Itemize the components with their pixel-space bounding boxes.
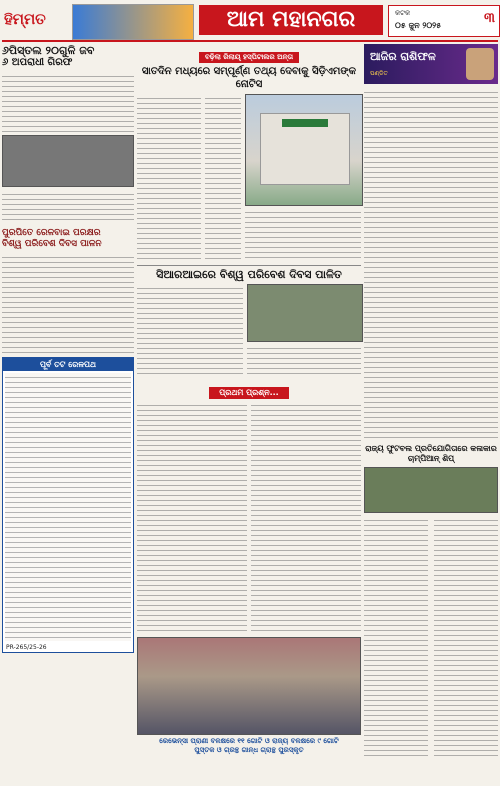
date-box (388, 5, 500, 37)
right-story-body-b (434, 516, 498, 756)
cri-story (137, 284, 361, 376)
cri-photo (247, 284, 363, 342)
left-column (2, 44, 134, 653)
center-headline-2: ସିଆରଆଇରେ ବିଶ୍ୱ ପରିବେଶ ଦିବସ ପାଳିତ (137, 265, 361, 282)
award-caption-1: ରେଭେନ୍ସା ପ୍ରାଣୀ ବଳକ୍ଷରେ ୧୧ ଗୋଟି ଓ ରାଜ୍ୟ ବଳକ୍ଷରେ ୯ ଗୋଟି (159, 737, 339, 745)
tender-body (5, 373, 131, 641)
feature-story (137, 401, 361, 633)
section-title: ଆମ ମହାନଗର (199, 5, 383, 35)
hospital-photo (245, 94, 363, 206)
left-article-1-body-cont (2, 190, 134, 224)
left-headline-1: ୬ପିସ୍ତଲ ୨୦ଗୁଳି ଜବ (2, 44, 95, 57)
tender-footer: PR-265/25-26 (6, 644, 47, 651)
left-article-2-body (2, 253, 134, 353)
feature-tag-wrap (137, 380, 361, 399)
center-kicker-wrap (137, 44, 361, 63)
horoscope-banner (364, 44, 498, 84)
page-number: ୩ (483, 10, 495, 26)
left-headline-3: ପୁରପିତେ ରେଳବାଇ ପରକ୍ଷର (2, 228, 101, 238)
horoscope-title: ଆଜିର ରାଶିଫଳ (370, 50, 436, 63)
left-headline-2: ୬ ଅପରାଧୀ ଗିରଫ (2, 57, 73, 68)
feature-body-a (137, 401, 247, 633)
right-headline-1: ରାଜ୍ୟ ଫୁଟବଲ ପ୍ରତିଯୋଗିତାରେ କଳାକାର (365, 444, 497, 453)
award-ceremony-photo (137, 637, 361, 735)
hospital-story-body-b (205, 94, 241, 262)
date-text: ୦୫ ଜୁନ ୨୦୨୫ (395, 21, 442, 30)
hospital-story (137, 94, 361, 262)
weapons-photo (2, 135, 134, 187)
left-article-1-body (2, 72, 134, 132)
center-kicker: ବଢ଼ିଲା ରିଲାୟ୍ ହସ୍ପିଟାଲର ଅନ୍ତା (199, 52, 299, 63)
paper-logo: ହିମ୍ମତ (4, 10, 46, 28)
astrologer-name: ପଣ୍ଡିତ (370, 70, 388, 77)
football-photo (364, 467, 498, 513)
hospital-story-body-a (137, 94, 201, 262)
feature-tag: ପ୍ରଥମ ପ୍ରଶ୍ନ... (209, 387, 288, 399)
feature-body-b (251, 401, 361, 633)
cri-story-body-b (247, 344, 361, 376)
tender-header: ପୂର୍ବ ତଟ ରେଳପଥ (3, 358, 133, 371)
right-column (364, 44, 498, 756)
masthead-ad (72, 4, 194, 40)
right-headline-2: ଚାମ୍ପିଆନ୍ ଶିପ୍ (407, 454, 455, 463)
tender-notice (2, 357, 134, 653)
hospital-story-body-c (245, 208, 361, 262)
horoscope-body (364, 88, 498, 438)
right-story-body-a (364, 516, 428, 756)
masthead-rule (2, 40, 498, 42)
masthead (2, 2, 498, 40)
date-city: କଟକ (395, 9, 411, 17)
award-caption-2: ପୁସ୍ତକ ଓ ଗ୍ରନ୍ଥ ଗାନ୍ଧ ଗ୍ରାନ୍ଥ ପୁରସ୍କୃତ (194, 746, 304, 754)
astrologer-photo (466, 48, 494, 80)
center-headline-1: ସାତଦିନ ମଧ୍ୟରେ ସମ୍ପୂର୍ଣ୍ଣ ତଥ୍ୟ ଦେବାକୁ ସିଡ଼ିଏମଙ୍କ ନୋଟିସ (141, 66, 357, 90)
center-column (137, 44, 361, 755)
hospital-sign (282, 119, 328, 127)
right-story (364, 516, 498, 756)
cri-story-body-a (137, 284, 243, 376)
left-headline-4: ବିଶ୍ୱ ପରିବେଶ ଦିବସ ପାଳନ (2, 239, 102, 249)
